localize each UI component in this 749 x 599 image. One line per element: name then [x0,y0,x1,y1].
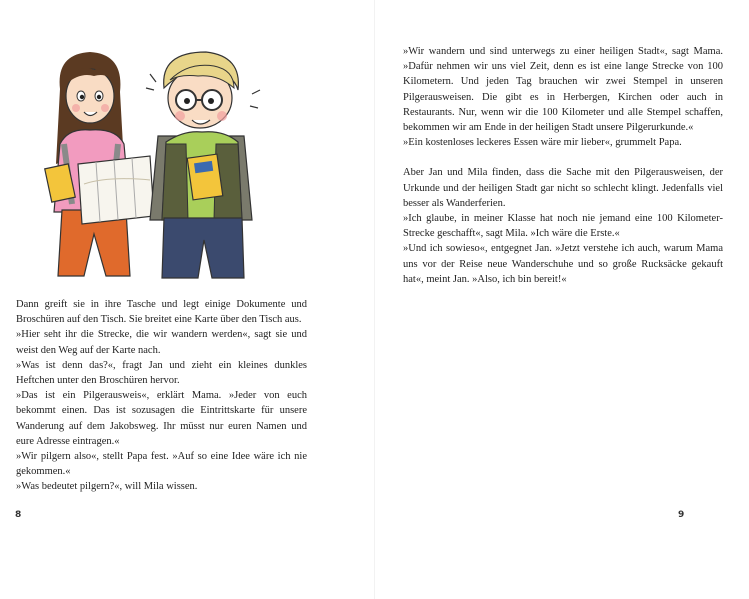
right-page [375,0,749,599]
paragraph: »Das ist ein Pilgerausweis«, erklärt Mama. »Jeder von euch bekommt einen. Das ist sozusagen die Eintrittskarte für unsere Wanderung auf dem Jakobsweg. Ihr müsst nur euren Namen und eure Adresse eintragen.« [16,390,307,447]
paragraph: »Ein kostenloses leckeres Essen wäre mir lieber«, grummelt Papa. [403,137,682,149]
paragraph: »Wir pilgern also«, stellt Papa fest. »Auf so eine Idee wäre ich nie gekommen.« [16,451,307,478]
page-number-left: 8 [15,510,22,520]
paragraph: »Ich glaube, in meiner Klasse hat noch nie jemand eine 100 Kilometer-Strecke geschafft«, sagt Mila. »Ich wäre die Erste.« [403,213,723,240]
paragraph: Aber Jan und Mila finden, dass die Sache mit den Pilgerausweisen, der Urkunde und der heiligen Stadt gar nicht so schlecht klingt. Jedenfalls viel besser als Wanderferien. [403,167,723,209]
passport-icon [187,154,223,200]
children-illustration [38,44,263,280]
right-page-text [403,44,723,287]
paragraph: »Hier seht ihr die Strecke, die wir wandern werden«, sagt sie und weist den Weg auf der Karte nach. [16,329,307,356]
paragraph: »Was bedeutet pilgern?«, will Mila wissen. [16,481,198,493]
paragraph: »Und ich sowieso«, entgegnet Jan. »Jetzt verstehe ich auch, warum Mama uns vor der Reise neue Wanderschuhe und so große Rucksäcke gekauft hat«, meint Jan. »Also, ich bin bereit!« [403,243,723,285]
paragraph: Dann greift sie in ihre Tasche und legt einige Dokumente und Broschüren auf den Tisch. Sie breitet eine Karte über den Tisch aus. [16,299,307,326]
paragraph: »Was ist denn das?«, fragt Jan und zieht ein kleines dunkles Heftchen unter den Broschüren hervor. [16,359,307,387]
page-number-right: 9 [678,510,685,520]
paragraph: »Wir wandern und sind unterwegs zu einer heiligen Stadt«, sagt Mama. »Dafür nehmen wir uns viel Zeit, denn es ist eine lange Strecke von 100 Kilometern. Und jeden Tag brauchen wir zwei Stempel in unseren Pilgerausweisen. Die gibt es in Herbergen, Kirchen oder auch in Restaurants. Nur, wenn wir die 100 Kilometer und alle Stempel schaffen, bekommen wir am Ende in der heiligen Stadt unsere Pilgerurkunde.« [403,46,723,134]
section-break [403,150,723,165]
left-page-text [16,297,307,495]
left-page [0,0,374,599]
map-prop [78,156,154,224]
